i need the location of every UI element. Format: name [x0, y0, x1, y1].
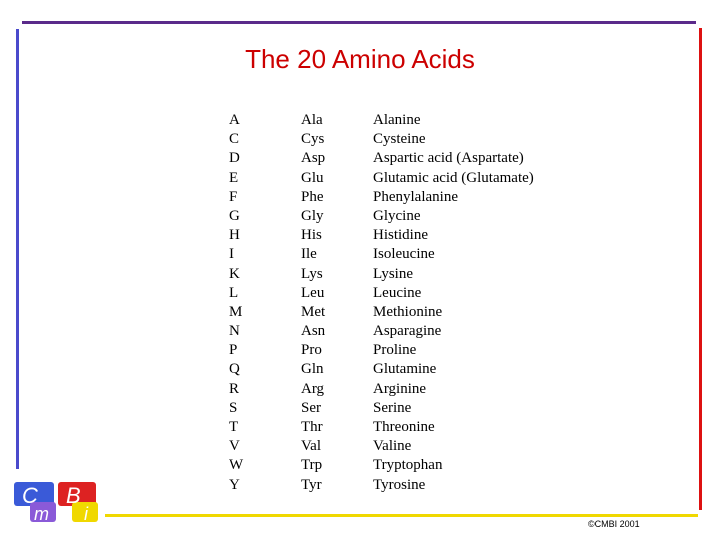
- amino-acid-abbr-cell: Glu: [301, 169, 324, 186]
- one-letter-code-column: [229, 111, 243, 495]
- amino-acid-name-cell: Aspartic acid (Aspartate): [373, 150, 524, 167]
- amino-acid-abbr-cell: Trp: [301, 457, 323, 474]
- amino-acid-name-cell: Leucine: [373, 284, 422, 301]
- amino-acid-abbr-cell: Pro: [301, 342, 322, 359]
- full-name-column: [373, 111, 534, 495]
- amino-acid-name-cell: Histidine: [373, 227, 428, 244]
- amino-acid-name-cell: Proline: [373, 342, 417, 359]
- amino-acid-code-cell: Y: [229, 476, 240, 493]
- amino-acid-code-cell: W: [229, 457, 244, 474]
- three-letter-code-column: [301, 111, 325, 495]
- cmbi-logo: [12, 478, 100, 524]
- top-rule: [22, 21, 696, 24]
- amino-acid-name-cell: Phenylalanine: [373, 188, 458, 205]
- slide-title-container: [0, 44, 720, 75]
- amino-acid-name-cell: Cysteine: [373, 131, 426, 148]
- amino-acid-code-cell: C: [229, 131, 240, 148]
- amino-acid-name-cell: Glutamic acid (Glutamate): [373, 169, 534, 186]
- amino-acid-abbr-cell: Asn: [301, 323, 326, 340]
- amino-acid-abbr-cell: Leu: [301, 284, 325, 301]
- logo-letter-b: B: [66, 483, 81, 508]
- amino-acid-abbr-cell: Gly: [301, 207, 324, 224]
- amino-acid-abbr-cell: Val: [301, 438, 321, 455]
- amino-acid-name-cell: Serine: [373, 399, 412, 416]
- left-rule: [16, 29, 19, 469]
- bottom-rule: [105, 514, 698, 517]
- amino-acid-code-cell: E: [229, 169, 239, 186]
- logo-letter-c: C: [22, 483, 38, 508]
- amino-acid-name-cell: Isoleucine: [373, 246, 435, 263]
- amino-acid-code-cell: V: [229, 438, 240, 455]
- amino-acid-name-cell: Glycine: [373, 207, 421, 224]
- amino-acid-abbr-cell: Cys: [301, 131, 325, 148]
- amino-acid-name-cell: Alanine: [373, 112, 421, 128]
- amino-acid-abbr-cell: Asp: [301, 150, 326, 167]
- logo-letter-m: m: [34, 504, 49, 524]
- amino-acid-abbr-cell: Arg: [301, 380, 325, 397]
- amino-acid-abbr-cell: Ser: [301, 399, 321, 416]
- amino-acid-code-cell: H: [229, 227, 240, 244]
- amino-acid-code-cell: P: [229, 342, 238, 359]
- amino-acid-abbr-cell: Lys: [301, 265, 323, 282]
- amino-acid-name-cell: Asparagine: [373, 323, 442, 340]
- amino-acid-code-cell: T: [229, 419, 239, 435]
- amino-acid-code-cell: Q: [229, 361, 240, 378]
- amino-acid-abbr-cell: His: [301, 227, 322, 244]
- right-rule: [699, 28, 702, 510]
- amino-acid-name-cell: Threonine: [373, 419, 435, 435]
- amino-acid-abbr-cell: Ile: [301, 246, 317, 263]
- logo-letter-i: i: [84, 504, 88, 524]
- amino-acid-name-cell: Valine: [373, 438, 412, 455]
- amino-acid-code-cell: M: [229, 303, 243, 320]
- amino-acid-abbr-cell: Thr: [301, 419, 323, 435]
- amino-acid-abbr-cell: Tyr: [301, 476, 322, 493]
- amino-acid-abbr-cell: Gln: [301, 361, 324, 378]
- amino-acid-code-cell: I: [229, 246, 234, 263]
- amino-acid-name-cell: Lysine: [373, 265, 413, 282]
- amino-acid-code-cell: D: [229, 150, 240, 167]
- slide-title: The 20 Amino Acids: [245, 44, 475, 74]
- amino-acid-code-cell: G: [229, 207, 240, 224]
- amino-acid-abbr-cell: Ala: [301, 112, 323, 128]
- amino-acid-abbr-cell: Met: [301, 303, 326, 320]
- amino-acid-abbr-cell: Phe: [301, 188, 324, 205]
- amino-acid-code-cell: A: [229, 112, 240, 128]
- amino-acid-name-cell: Tyrosine: [373, 476, 426, 493]
- amino-acid-code-cell: N: [229, 323, 240, 340]
- amino-acid-name-cell: Glutamine: [373, 361, 437, 378]
- amino-acid-code-cell: L: [229, 284, 239, 301]
- amino-acid-code-cell: S: [229, 399, 238, 416]
- amino-acid-name-cell: Methionine: [373, 303, 443, 320]
- amino-acid-name-cell: Tryptophan: [373, 457, 443, 474]
- amino-acid-code-cell: K: [229, 265, 240, 282]
- amino-acid-name-cell: Arginine: [373, 380, 427, 397]
- amino-acid-code-cell: F: [229, 188, 238, 205]
- amino-acid-code-cell: R: [229, 380, 240, 397]
- copyright-footer: ©CMBI 2001: [588, 519, 640, 529]
